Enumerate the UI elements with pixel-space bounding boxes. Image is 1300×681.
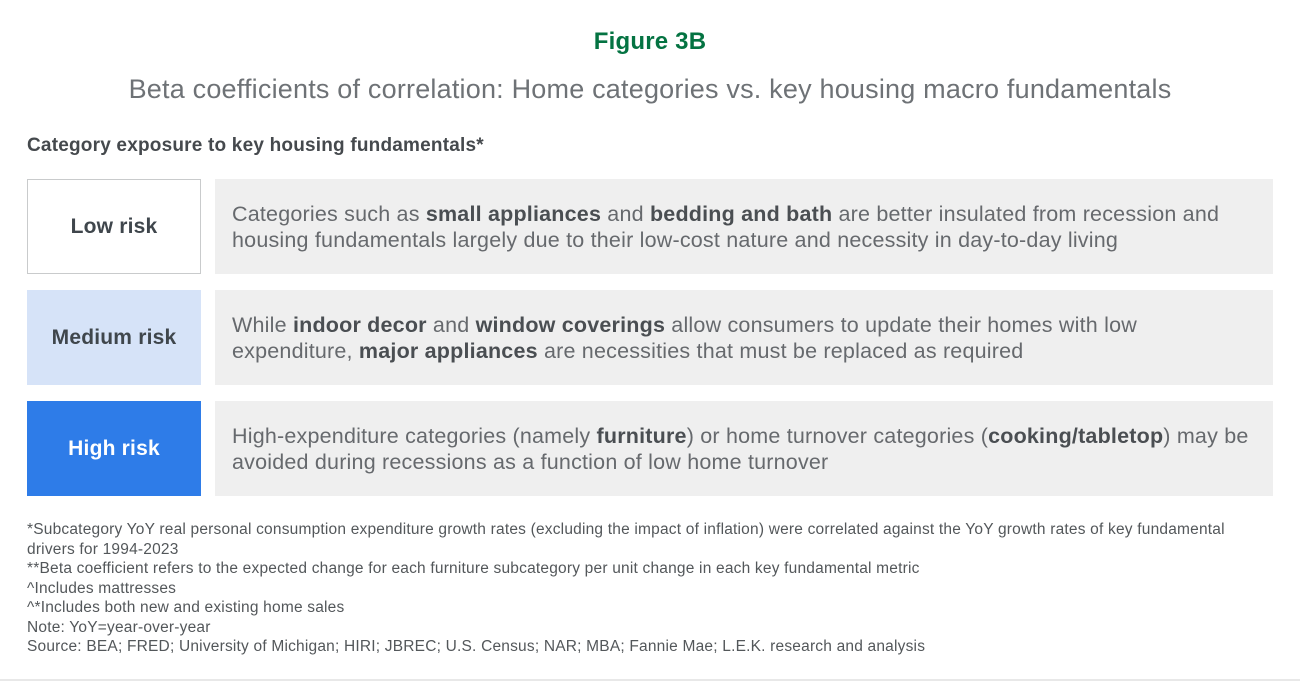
risk-table [27, 179, 1273, 512]
low-risk-description [215, 179, 1273, 274]
medium-risk-label: Medium risk [27, 290, 201, 385]
footnote-line: ^Includes mattresses [27, 579, 177, 597]
footnote-line: ^*Includes both new and existing home sales [27, 599, 345, 616]
section-heading: Category exposure to key housing fundamentals* [27, 135, 484, 156]
footnote-line: *Subcategory YoY real personal consumption expenditure growth rates (excluding the impact of inflation) were correlated against the YoY growth rates of key fundamental drivers for 1994-2023 [27, 521, 1225, 558]
figure-label: Figure 3B [593, 28, 707, 55]
medium-risk-description [215, 290, 1273, 385]
footnotes [27, 520, 1273, 657]
risk-row-high [27, 401, 1273, 496]
footnote-line: Note: YoY=year-over-year [27, 618, 211, 636]
medium-risk-description-text: While indoor decor and window coverings allow consumers to update their homes with low expenditure, major appliances are necessities that must be replaced as required [232, 312, 1137, 363]
low-risk-label: Low risk [27, 179, 201, 274]
figure-title: Beta coefficients of correlation: Home categories vs. key housing macro fundamentals [128, 74, 1172, 104]
footnote-line: **Beta coefficient refers to the expected change for each furniture subcategory per unit change in each key fundamental metric [27, 560, 920, 577]
high-risk-description [215, 401, 1273, 496]
high-risk-description-text: High-expenditure categories (namely furniture) or home turnover categories (cooking/tabletop) may be avoided during recessions as a function of low home turnover [232, 423, 1249, 474]
risk-row-medium [27, 290, 1273, 385]
high-risk-label: High risk [27, 401, 201, 496]
footnote-line: Source: BEA; FRED; University of Michigan; HIRI; JBREC; U.S. Census; NAR; MBA; Fannie Mae; L.E.K. research and analysis [27, 638, 926, 655]
risk-row-low [27, 179, 1273, 274]
low-risk-description-text: Categories such as small appliances and bedding and bath are better insulated from recession and housing fundamentals largely due to their low-cost nature and necessity in day-to-day living [232, 201, 1220, 252]
